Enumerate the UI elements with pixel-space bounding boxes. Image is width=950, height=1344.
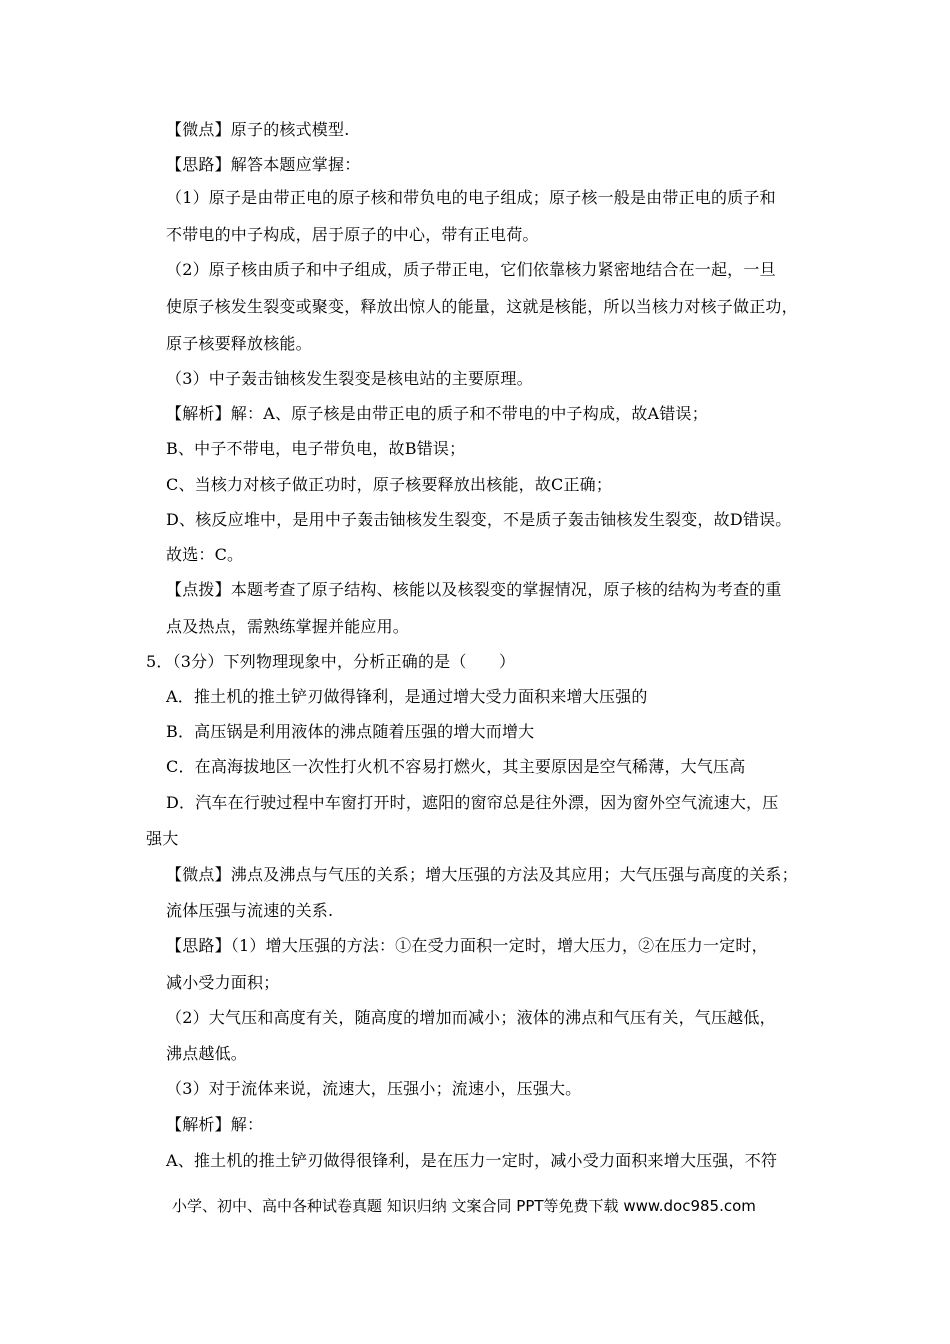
option-d: D．汽车在行驶过程中车窗打开时，遮阳的窗帘总是往外漂，因为窗外空气流速大，压 [166,793,779,812]
line-6: 使原子核发生裂变或聚变，释放出惊人的能量，这就是核能，所以当核力对核子做正功， [166,297,798,316]
line-2: 【思路】解答本题应掌握： [166,155,361,174]
line-28: （3）对于流体来说，流速大，压强小；流速小，压强大。 [166,1079,582,1098]
option-a: A．推土机的推土铲刃做得锋利，是通过增大受力面积来增大压强的 [166,687,648,706]
option-b: B．高压锅是利用液体的沸点随着压强的增大而增大 [166,722,535,741]
line-7: 原子核要释放核能。 [166,334,312,353]
line-1: 【微点】原子的核式模型. [166,120,350,139]
line-13: 故选：C。 [166,545,244,564]
line-29: 【解析】解： [166,1115,264,1134]
line-30: A、推土机的推土铲刃做得很锋利，是在压力一定时，减小受力面积来增大压强，不符 [166,1151,778,1170]
question-5: 5．（3分）下列物理现象中，分析正确的是（ ） [146,652,516,671]
line-23: 流体压强与流速的关系. [166,901,334,920]
line-26: （2）大气压和高度有关，随高度的增加而减小；液体的沸点和气压有关，气压越低， [166,1008,776,1027]
line-15: 点及热点，需熟练掌握并能应用。 [166,617,410,636]
option-c: C．在高海拔地区一次性打火机不容易打燃火，其主要原因是空气稀薄，大气压高 [166,757,746,776]
page-footer: 小学、初中、高中各种试卷真题 知识归纳 文案合同 PPT等免费下载 www.doc985.com [172,1197,756,1215]
line-12: D、核反应堆中，是用中子轰击铀核发生裂变，不是质子轰击铀核发生裂变，故D错误。 [166,510,792,529]
line-4: 不带电的中子构成，居于原子的中心，带有正电荷。 [166,225,539,244]
line-3: （1）原子是由带正电的原子核和带负电的电子组成；原子核一般是由带正电的质子和 [166,188,776,207]
line-24: 【思路】（1）增大压强的方法：①在受力面积一定时，增大压力，②在压力一定时， [166,936,768,955]
line-27: 沸点越低。 [166,1044,248,1063]
line-25: 减小受力面积； [166,973,280,992]
line-8: （3）中子轰击铀核发生裂变是核电站的主要原理。 [166,369,533,388]
line-22: 【微点】沸点及沸点与气压的关系；增大压强的方法及其应用；大气压强与高度的关系； [166,865,798,884]
line-10: B、中子不带电，电子带负电，故B错误； [166,439,466,458]
line-11: C、当核力对核子做正功时，原子核要释放出核能，故C正确； [166,475,613,494]
line-14: 【点拨】本题考查了原子结构、核能以及核裂变的掌握情况，原子核的结构为考查的重 [166,580,782,599]
line-9: 【解析】解：A、原子核是由带正电的质子和不带电的中子构成，故A错误； [166,404,708,423]
option-d-cont: 强大 [146,829,179,848]
line-5: （2）原子核由质子和中子组成，质子带正电，它们依靠核力紧密地结合在一起，一旦 [166,260,776,279]
